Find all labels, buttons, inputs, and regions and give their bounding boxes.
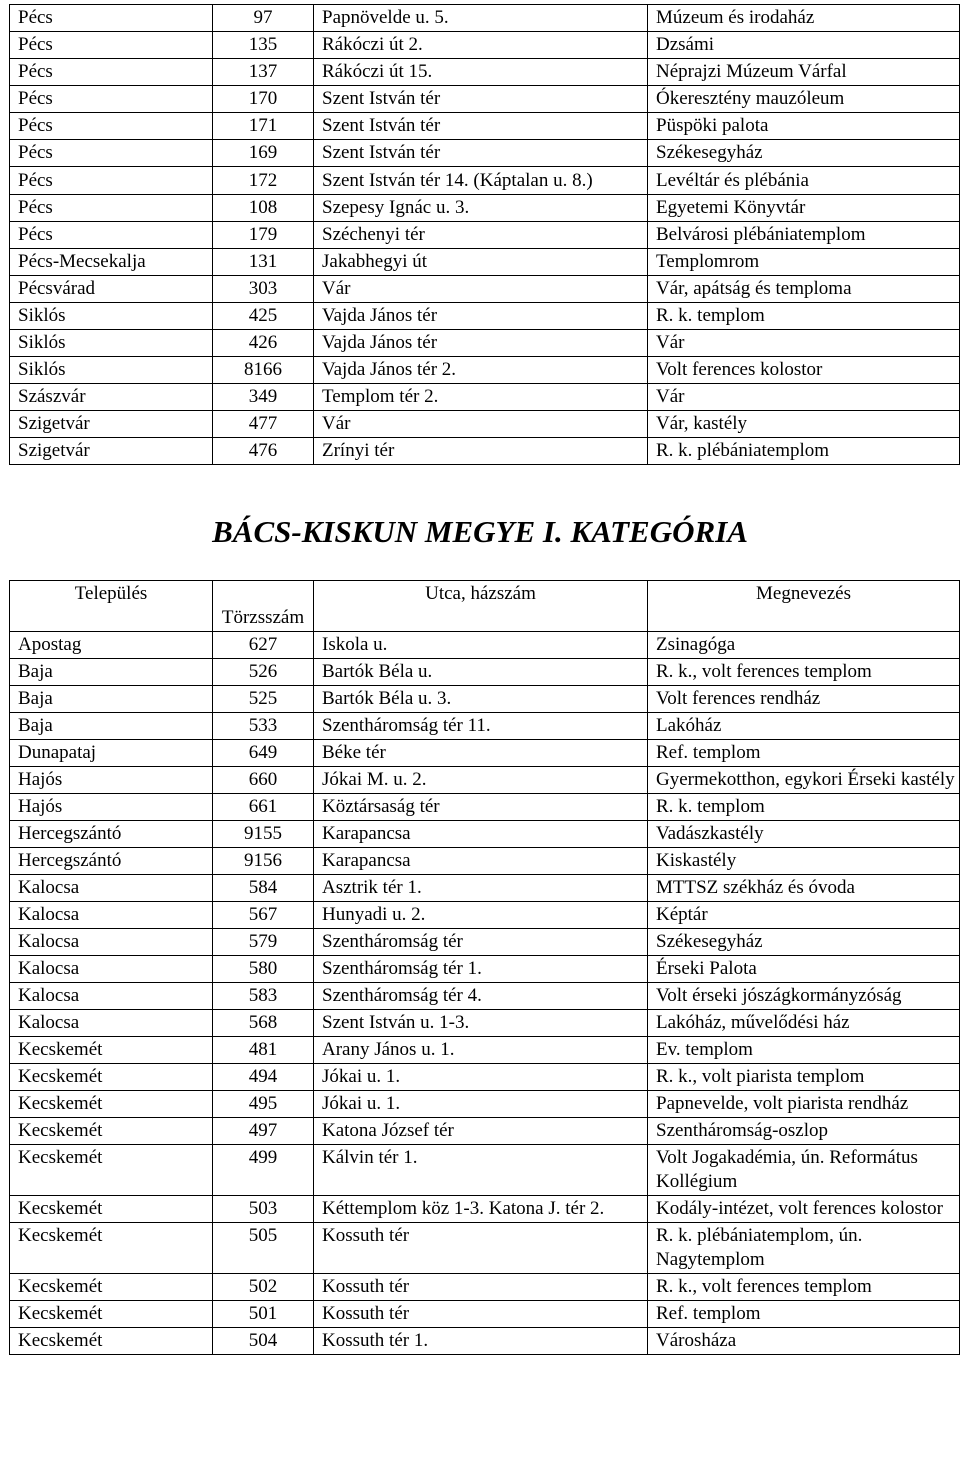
table-row [10,1064,960,1091]
monument-table-baranya [9,4,960,465]
cell-register-number: 526 [213,659,314,686]
cell-address: Iskola u. [314,632,648,659]
cell-register-number: 584 [213,875,314,902]
cell-settlement: Pécs [10,222,213,249]
cell-designation: Egyetemi Könyvtár [648,195,960,222]
section-heading: BÁCS-KISKUN MEGYE I. KATEGÓRIA [212,514,748,549]
cell-designation: R. k. templom [648,794,960,821]
table-row [10,713,960,740]
cell-settlement: Kecskemét [10,1064,213,1091]
cell-address: Zrínyi tér [314,438,648,465]
table-body [10,5,960,465]
cell-settlement: Baja [10,713,213,740]
column-header-settlement: Település [10,581,213,632]
table-row [10,632,960,659]
cell-settlement: Kecskemét [10,1274,213,1301]
cell-designation: Dzsámi [648,32,960,59]
cell-address: Vajda János tér [314,303,648,330]
cell-register-number: 505 [213,1223,314,1274]
cell-register-number: 476 [213,438,314,465]
table-row [10,659,960,686]
cell-designation: Kiskastély [648,848,960,875]
cell-settlement: Kalocsa [10,875,213,902]
cell-address: Szentháromság tér 11. [314,713,648,740]
cell-address: Kéttemplom köz 1-3. Katona J. tér 2. [314,1196,648,1223]
cell-designation: R. k., volt ferences templom [648,1274,960,1301]
cell-settlement: Pécsvárad [10,276,213,303]
cell-register-number: 567 [213,902,314,929]
cell-settlement: Pécs [10,86,213,113]
cell-designation: Levéltár és plébánia [648,167,960,195]
cell-register-number: 660 [213,767,314,794]
cell-register-number: 135 [213,32,314,59]
cell-settlement: Pécs-Mecsekalja [10,249,213,276]
cell-settlement: Siklós [10,357,213,384]
cell-address: Arany János u. 1. [314,1037,648,1064]
cell-settlement: Dunapataj [10,740,213,767]
cell-designation: Székesegyház [648,929,960,956]
cell-designation: Szentháromság-oszlop [648,1118,960,1145]
cell-settlement: Hercegszántó [10,848,213,875]
cell-register-number: 349 [213,384,314,411]
table-row [10,303,960,330]
cell-address: Kossuth tér [314,1223,648,1274]
cell-register-number: 497 [213,1118,314,1145]
table-row [10,1328,960,1355]
cell-address: Kossuth tér [314,1301,648,1328]
cell-register-number: 579 [213,929,314,956]
table-row [10,1196,960,1223]
cell-register-number: 568 [213,1010,314,1037]
cell-designation: Papnevelde, volt piarista rendház [648,1091,960,1118]
cell-designation: Volt Jogakadémia, ún. Református Kollégium [648,1145,960,1196]
cell-designation: Ref. templom [648,740,960,767]
cell-designation: Vadászkastély [648,821,960,848]
cell-designation: Volt ferences rendház [648,686,960,713]
cell-designation: Belvárosi plébániatemplom [648,222,960,249]
table-row [10,384,960,411]
cell-register-number: 8166 [213,357,314,384]
cell-address: Kálvin tér 1. [314,1145,648,1196]
cell-address: Béke tér [314,740,648,767]
cell-designation: Lakóház, művelődési ház [648,1010,960,1037]
cell-settlement: Apostag [10,632,213,659]
cell-register-number: 580 [213,956,314,983]
cell-register-number: 108 [213,195,314,222]
cell-address: Kossuth tér 1. [314,1328,648,1355]
cell-address: Bartók Béla u. [314,659,648,686]
cell-address: Vár [314,276,648,303]
cell-address: Katona József tér [314,1118,648,1145]
cell-designation: Vár, apátság és temploma [648,276,960,303]
cell-settlement: Kalocsa [10,956,213,983]
table-row [10,1118,960,1145]
cell-address: Szent István tér 14. (Káptalan u. 8.) [314,167,648,195]
cell-register-number: 661 [213,794,314,821]
cell-register-number: 477 [213,411,314,438]
cell-register-number: 481 [213,1037,314,1064]
cell-address: Szent István tér [314,113,648,140]
cell-settlement: Kecskemét [10,1223,213,1274]
cell-settlement: Kecskemét [10,1328,213,1355]
cell-designation: Vár [648,330,960,357]
cell-designation: Vár, kastély [648,411,960,438]
table-body [10,632,960,1355]
table-row [10,1037,960,1064]
cell-register-number: 495 [213,1091,314,1118]
cell-designation: R. k. templom [648,303,960,330]
cell-register-number: 426 [213,330,314,357]
cell-register-number: 502 [213,1274,314,1301]
cell-settlement: Siklós [10,330,213,357]
cell-settlement: Szászvár [10,384,213,411]
cell-designation: Ref. templom [648,1301,960,1328]
table-row [10,983,960,1010]
cell-address: Szentháromság tér [314,929,648,956]
cell-address: Jókai u. 1. [314,1091,648,1118]
cell-settlement: Kalocsa [10,929,213,956]
cell-address: Rákóczi út 15. [314,59,648,86]
cell-register-number: 501 [213,1301,314,1328]
cell-address: Jókai u. 1. [314,1064,648,1091]
cell-register-number: 649 [213,740,314,767]
cell-address: Templom tér 2. [314,384,648,411]
cell-designation: Püspöki palota [648,113,960,140]
cell-address: Széchenyi tér [314,222,648,249]
cell-register-number: 131 [213,249,314,276]
cell-designation: Volt ferences kolostor [648,357,960,384]
table-row [10,929,960,956]
table-row [10,113,960,140]
cell-designation: MTTSZ székház és óvoda [648,875,960,902]
cell-register-number: 627 [213,632,314,659]
cell-address: Karapancsa [314,821,648,848]
cell-address: Bartók Béla u. 3. [314,686,648,713]
cell-designation: Ókeresztény mauzóleum [648,86,960,113]
table-row [10,794,960,821]
cell-register-number: 503 [213,1196,314,1223]
cell-address: Szent István u. 1-3. [314,1010,648,1037]
cell-address: Rákóczi út 2. [314,32,648,59]
cell-designation: Székesegyház [648,140,960,167]
table-row [10,875,960,902]
cell-designation: Néprajzi Múzeum Várfal [648,59,960,86]
cell-settlement: Hajós [10,794,213,821]
cell-address: Vár [314,411,648,438]
cell-address: Szentháromság tér 4. [314,983,648,1010]
cell-settlement: Kecskemét [10,1118,213,1145]
cell-settlement: Hajós [10,767,213,794]
cell-designation: R. k., volt ferences templom [648,659,960,686]
cell-settlement: Kecskemét [10,1145,213,1196]
cell-register-number: 169 [213,140,314,167]
cell-address: Szent István tér [314,140,648,167]
cell-settlement: Pécs [10,113,213,140]
header-row [10,581,960,632]
cell-register-number: 9155 [213,821,314,848]
cell-settlement: Szigetvár [10,411,213,438]
cell-designation: Városháza [648,1328,960,1355]
cell-settlement: Szigetvár [10,438,213,465]
cell-settlement: Baja [10,659,213,686]
cell-address: Szent István tér [314,86,648,113]
column-header-register-number: Törzsszám [213,581,314,632]
table-row [10,1145,960,1196]
table-row [10,902,960,929]
cell-address: Jakabhegyi út [314,249,648,276]
cell-address: Hunyadi u. 2. [314,902,648,929]
cell-register-number: 170 [213,86,314,113]
cell-designation: R. k. plébániatemplom, ún. Nagytemplom [648,1223,960,1274]
cell-register-number: 499 [213,1145,314,1196]
table-row [10,686,960,713]
cell-settlement: Kecskemét [10,1301,213,1328]
table-row [10,1010,960,1037]
cell-settlement: Siklós [10,303,213,330]
cell-register-number: 137 [213,59,314,86]
cell-settlement: Pécs [10,32,213,59]
table-row [10,195,960,222]
cell-designation: Képtár [648,902,960,929]
cell-designation: Templomrom [648,249,960,276]
cell-designation: Vár [648,384,960,411]
cell-register-number: 9156 [213,848,314,875]
cell-settlement: Hercegszántó [10,821,213,848]
cell-designation: Volt érseki jószágkormányzóság [648,983,960,1010]
cell-settlement: Pécs [10,140,213,167]
table-row [10,1301,960,1328]
cell-address: Asztrik tér 1. [314,875,648,902]
table-row [10,848,960,875]
cell-designation: R. k., volt piarista templom [648,1064,960,1091]
cell-designation: Gyermekotthon, egykori Érseki kastély [648,767,960,794]
table-row [10,59,960,86]
cell-register-number: 525 [213,686,314,713]
table-row [10,956,960,983]
cell-register-number: 533 [213,713,314,740]
table-row [10,5,960,32]
cell-settlement: Kecskemét [10,1037,213,1064]
cell-address: Papnövelde u. 5. [314,5,648,32]
cell-register-number: 494 [213,1064,314,1091]
cell-register-number: 171 [213,113,314,140]
table-row [10,357,960,384]
monument-table-bacs-kiskun [9,580,960,1355]
column-header-designation: Megnevezés [648,581,960,632]
cell-register-number: 179 [213,222,314,249]
table-row [10,32,960,59]
cell-register-number: 303 [213,276,314,303]
table-row [10,222,960,249]
cell-designation: Zsinagóga [648,632,960,659]
table-row [10,740,960,767]
table-row [10,1223,960,1274]
cell-settlement: Pécs [10,195,213,222]
cell-settlement: Kalocsa [10,983,213,1010]
cell-address: Szepesy Ignác u. 3. [314,195,648,222]
cell-address: Vajda János tér 2. [314,357,648,384]
table-row [10,276,960,303]
cell-designation: Kodály-intézet, volt ferences kolostor [648,1196,960,1223]
cell-register-number: 97 [213,5,314,32]
table-row [10,411,960,438]
column-header-address: Utca, házszám [314,581,648,632]
cell-register-number: 425 [213,303,314,330]
cell-address: Kossuth tér [314,1274,648,1301]
table-row [10,1091,960,1118]
table-row [10,86,960,113]
cell-settlement: Kalocsa [10,1010,213,1037]
cell-designation: Ev. templom [648,1037,960,1064]
cell-settlement: Pécs [10,5,213,32]
cell-settlement: Pécs [10,59,213,86]
table-row [10,249,960,276]
cell-address: Vajda János tér [314,330,648,357]
cell-address: Karapancsa [314,848,648,875]
cell-register-number: 172 [213,167,314,195]
cell-settlement: Kecskemét [10,1091,213,1118]
cell-designation: Múzeum és irodaház [648,5,960,32]
cell-address: Jókai M. u. 2. [314,767,648,794]
cell-settlement: Kalocsa [10,902,213,929]
table-row [10,438,960,465]
table-header [10,581,960,632]
cell-settlement: Pécs [10,167,213,195]
cell-designation: Lakóház [648,713,960,740]
cell-designation: Érseki Palota [648,956,960,983]
table-row [10,821,960,848]
cell-address: Köztársaság tér [314,794,648,821]
table-row [10,167,960,195]
cell-designation: R. k. plébániatemplom [648,438,960,465]
table-row [10,330,960,357]
cell-register-number: 583 [213,983,314,1010]
table-row [10,1274,960,1301]
table-row [10,767,960,794]
cell-register-number: 504 [213,1328,314,1355]
cell-settlement: Baja [10,686,213,713]
cell-address: Szentháromság tér 1. [314,956,648,983]
table-row [10,140,960,167]
cell-settlement: Kecskemét [10,1196,213,1223]
